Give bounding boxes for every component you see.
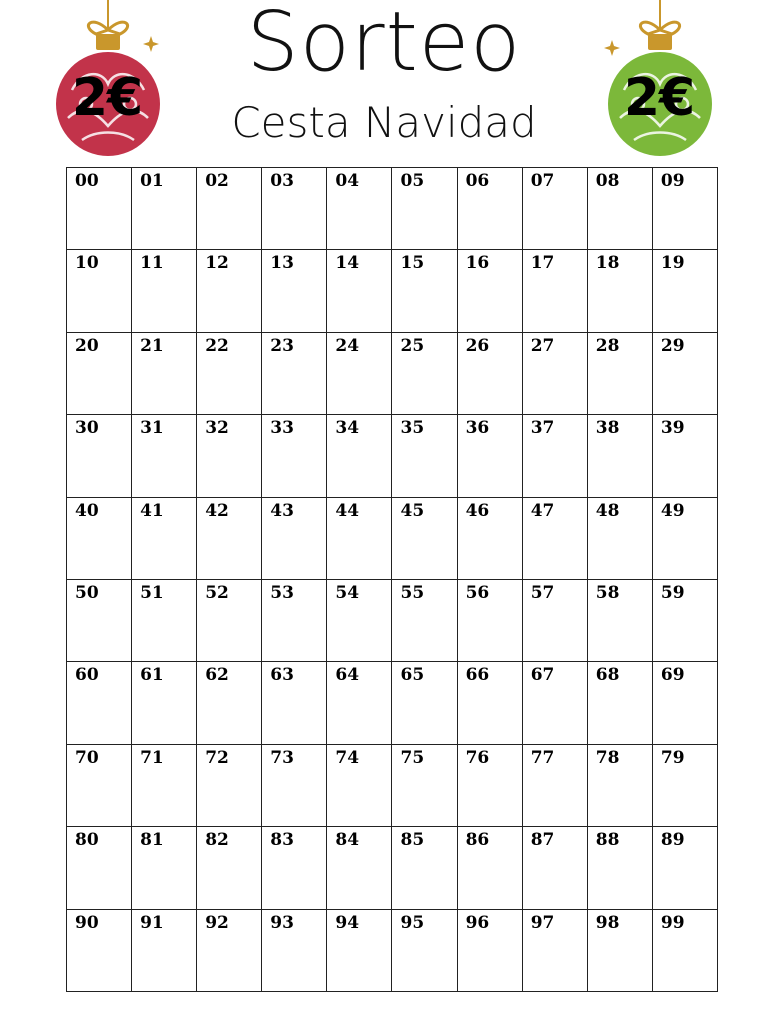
grid-cell-number: 30 <box>75 418 99 439</box>
grid-cell[interactable] <box>132 662 197 744</box>
grid-cell[interactable] <box>392 745 457 827</box>
grid-cell[interactable] <box>392 333 457 415</box>
grid-cell[interactable] <box>653 580 718 662</box>
grid-cell[interactable] <box>392 827 457 909</box>
grid-cell[interactable] <box>458 662 523 744</box>
grid-cell[interactable] <box>262 168 327 250</box>
grid-cell-number: 94 <box>335 912 360 933</box>
grid-cell-number: 50 <box>75 583 99 603</box>
grid-cell-number: 35 <box>400 418 425 439</box>
grid-cell-number: 13 <box>270 253 294 274</box>
grid-cell[interactable] <box>327 415 392 497</box>
grid-cell-number: 26 <box>465 335 490 356</box>
grid-cell-number: 60 <box>75 665 99 686</box>
grid-cell[interactable] <box>327 662 392 744</box>
grid-cell[interactable] <box>588 333 653 415</box>
grid-cell-number: 29 <box>660 335 685 356</box>
grid-cell-number: 41 <box>140 500 164 521</box>
grid-cell-number: 74 <box>335 747 360 768</box>
grid-cell-number: 21 <box>140 335 164 356</box>
grid-cell[interactable] <box>588 415 653 497</box>
grid-cell[interactable] <box>458 580 523 662</box>
grid-cell-number: 04 <box>335 171 360 191</box>
price-label: 2€ <box>623 68 695 128</box>
grid-cell[interactable] <box>67 662 132 744</box>
grid-cell-number: 23 <box>270 335 294 356</box>
grid-cell-number: 88 <box>595 830 620 851</box>
grid-cell-number: 80 <box>75 830 99 851</box>
grid-cell[interactable] <box>67 498 132 580</box>
grid-cell-number: 16 <box>465 253 490 274</box>
grid-cell[interactable] <box>132 580 197 662</box>
grid-cell[interactable] <box>653 168 718 250</box>
grid-cell-number: 46 <box>465 500 490 521</box>
grid-cell-number: 57 <box>530 583 555 603</box>
grid-cell-number: 42 <box>205 500 229 521</box>
grid-cell[interactable] <box>523 580 588 662</box>
grid-cell[interactable] <box>392 415 457 497</box>
grid-cell[interactable] <box>132 910 197 992</box>
grid-cell[interactable] <box>653 662 718 744</box>
grid-cell[interactable] <box>458 745 523 827</box>
grid-cell[interactable] <box>327 250 392 332</box>
grid-cell[interactable] <box>588 662 653 744</box>
grid-cell[interactable] <box>653 498 718 580</box>
grid-cell[interactable] <box>67 580 132 662</box>
grid-cell-number: 64 <box>335 665 360 686</box>
grid-cell[interactable] <box>653 415 718 497</box>
grid-cell[interactable] <box>458 910 523 992</box>
grid-cell-number: 56 <box>465 583 490 603</box>
grid-cell[interactable] <box>67 415 132 497</box>
grid-cell[interactable] <box>67 910 132 992</box>
grid-cell-number: 09 <box>660 171 685 191</box>
grid-cell-number: 06 <box>465 171 490 191</box>
grid-cell[interactable] <box>67 168 132 250</box>
grid-cell[interactable] <box>262 333 327 415</box>
grid-cell[interactable] <box>327 168 392 250</box>
grid-cell-number: 66 <box>465 665 490 686</box>
grid-cell-number: 87 <box>530 830 555 851</box>
grid-cell-number: 96 <box>465 912 490 933</box>
grid-cell[interactable] <box>67 250 132 332</box>
grid-cell-number: 82 <box>205 830 229 851</box>
grid-cell[interactable] <box>197 827 262 909</box>
grid-cell-number: 07 <box>530 171 555 191</box>
grid-cell[interactable] <box>588 498 653 580</box>
grid-cell[interactable] <box>197 580 262 662</box>
grid-cell[interactable] <box>327 745 392 827</box>
grid-cell[interactable] <box>197 333 262 415</box>
grid-cell[interactable] <box>458 250 523 332</box>
grid-cell-number: 93 <box>270 912 294 933</box>
grid-cell[interactable] <box>197 415 262 497</box>
grid-cell[interactable] <box>132 250 197 332</box>
grid-cell[interactable] <box>132 168 197 250</box>
grid-cell[interactable] <box>458 415 523 497</box>
grid-cell-number: 77 <box>530 747 555 768</box>
grid-cell-number: 43 <box>270 500 294 521</box>
grid-cell-number: 48 <box>595 500 620 521</box>
grid-cell-number: 97 <box>530 912 555 933</box>
grid-cell-number: 02 <box>205 171 229 191</box>
grid-cell-number: 12 <box>205 253 229 274</box>
price-label: 2€ <box>71 68 143 128</box>
grid-cell-number: 95 <box>400 912 425 933</box>
grid-cell[interactable] <box>653 745 718 827</box>
grid-cell[interactable] <box>197 250 262 332</box>
grid-cell-number: 84 <box>335 830 360 851</box>
grid-cell-number: 68 <box>595 665 620 686</box>
grid-cell-number: 55 <box>400 583 425 603</box>
grid-cell-number: 44 <box>335 500 360 521</box>
grid-cell-number: 10 <box>75 253 99 274</box>
grid-cell-number: 17 <box>530 253 555 274</box>
grid-cell[interactable] <box>392 250 457 332</box>
grid-cell[interactable] <box>523 745 588 827</box>
grid-cell[interactable] <box>132 827 197 909</box>
grid-cell[interactable] <box>132 415 197 497</box>
grid-cell-number: 32 <box>205 418 229 439</box>
page-title: Sorteo <box>246 0 522 90</box>
grid-cell-number: 18 <box>595 253 620 274</box>
grid-cell[interactable] <box>132 333 197 415</box>
grid-cell[interactable] <box>458 168 523 250</box>
grid-cell-number: 90 <box>75 912 99 933</box>
grid-cell-number: 19 <box>660 253 685 274</box>
grid-cell-number: 49 <box>660 500 685 521</box>
grid-cell-number: 28 <box>595 335 620 356</box>
grid-cell-number: 14 <box>335 253 360 274</box>
grid-cell[interactable] <box>523 827 588 909</box>
grid-cell[interactable] <box>523 250 588 332</box>
grid-cell-number: 01 <box>140 171 164 191</box>
grid-cell[interactable] <box>523 662 588 744</box>
grid-cell-number: 72 <box>205 747 229 768</box>
grid-cell[interactable] <box>653 827 718 909</box>
grid-cell-number: 79 <box>660 747 685 768</box>
grid-cell-number: 61 <box>140 665 164 686</box>
grid-cell-number: 91 <box>140 912 164 933</box>
grid-cell-number: 70 <box>75 747 99 768</box>
grid-cell[interactable] <box>588 168 653 250</box>
grid-cell[interactable] <box>523 910 588 992</box>
grid-cell-number: 52 <box>205 583 229 603</box>
grid-cell[interactable] <box>523 168 588 250</box>
grid-cell-number: 75 <box>400 747 425 768</box>
number-grid <box>66 167 718 992</box>
grid-cell[interactable] <box>262 415 327 497</box>
grid-cell[interactable] <box>653 333 718 415</box>
grid-cell[interactable] <box>588 745 653 827</box>
page-subtitle: Cesta Navidad <box>231 98 537 147</box>
grid-cell[interactable] <box>458 333 523 415</box>
grid-cell[interactable] <box>653 250 718 332</box>
grid-cell-number: 08 <box>595 171 620 191</box>
grid-cell-number: 34 <box>335 418 360 439</box>
grid-cell-number: 63 <box>270 665 294 686</box>
grid-cell-number: 98 <box>595 912 620 933</box>
grid-cell-number: 62 <box>205 665 229 686</box>
grid-cell-number: 45 <box>400 500 425 521</box>
grid-cell[interactable] <box>262 580 327 662</box>
grid-cell-number: 36 <box>465 418 490 439</box>
grid-cell-number: 59 <box>660 583 685 603</box>
grid-cell-number: 83 <box>270 830 294 851</box>
grid-cell-number: 33 <box>270 418 294 439</box>
grid-cell[interactable] <box>262 662 327 744</box>
grid-cell-number: 67 <box>530 665 555 686</box>
grid-cell[interactable] <box>392 498 457 580</box>
grid-cell-number: 58 <box>595 583 620 603</box>
grid-cell-number: 20 <box>75 335 99 356</box>
grid-cell[interactable] <box>262 498 327 580</box>
grid-cell[interactable] <box>327 580 392 662</box>
grid-cell[interactable] <box>67 745 132 827</box>
grid-cell-number: 22 <box>205 335 229 356</box>
grid-cell[interactable] <box>262 250 327 332</box>
grid-cell-number: 81 <box>140 830 164 851</box>
grid-cell-number: 38 <box>595 418 620 439</box>
grid-cell[interactable] <box>67 333 132 415</box>
grid-cell-number: 11 <box>140 253 164 274</box>
grid-cell[interactable] <box>197 745 262 827</box>
grid-cell[interactable] <box>327 910 392 992</box>
grid-cell-number: 00 <box>75 171 99 191</box>
grid-cell-number: 25 <box>400 335 425 356</box>
grid-cell[interactable] <box>588 580 653 662</box>
grid-cell-number: 86 <box>465 830 490 851</box>
grid-cell-number: 39 <box>660 418 685 439</box>
grid-cell[interactable] <box>523 333 588 415</box>
grid-cell-number: 92 <box>205 912 229 933</box>
grid-cell[interactable] <box>392 580 457 662</box>
grid-cell-number: 99 <box>660 912 685 933</box>
grid-cell-number: 40 <box>75 500 99 521</box>
grid-cell-number: 27 <box>530 335 555 356</box>
grid-cell[interactable] <box>197 168 262 250</box>
grid-cell[interactable] <box>262 827 327 909</box>
grid-cell-number: 78 <box>595 747 620 768</box>
grid-cell-number: 69 <box>660 665 685 686</box>
grid-cell[interactable] <box>458 498 523 580</box>
grid-cell-number: 47 <box>530 500 555 521</box>
grid-cell[interactable] <box>67 827 132 909</box>
grid-cell-number: 73 <box>270 747 294 768</box>
grid-cell[interactable] <box>132 745 197 827</box>
grid-cell[interactable] <box>197 910 262 992</box>
grid-cell[interactable] <box>132 498 197 580</box>
grid-cell[interactable] <box>392 662 457 744</box>
grid-cell[interactable] <box>327 827 392 909</box>
grid-cell[interactable] <box>262 745 327 827</box>
grid-cell-number: 51 <box>140 583 164 603</box>
grid-cell-number: 54 <box>335 583 360 603</box>
grid-cell[interactable] <box>588 910 653 992</box>
grid-cell-number: 24 <box>335 335 360 356</box>
grid-cell-number: 89 <box>660 830 685 851</box>
grid-cell-number: 05 <box>400 171 425 191</box>
grid-cell[interactable] <box>458 827 523 909</box>
grid-cell[interactable] <box>653 910 718 992</box>
grid-cell[interactable] <box>327 333 392 415</box>
grid-cell[interactable] <box>523 415 588 497</box>
grid-cell[interactable] <box>197 662 262 744</box>
grid-cell[interactable] <box>327 498 392 580</box>
grid-cell-number: 85 <box>400 830 425 851</box>
grid-cell[interactable] <box>588 827 653 909</box>
grid-cell-number: 76 <box>465 747 490 768</box>
grid-cell[interactable] <box>197 498 262 580</box>
grid-cell[interactable] <box>392 910 457 992</box>
grid-cell-number: 15 <box>400 253 425 274</box>
grid-cell-number: 71 <box>140 747 164 768</box>
grid-cell-number: 31 <box>140 418 164 439</box>
grid-cell-number: 03 <box>270 171 294 191</box>
grid-cell-number: 53 <box>270 583 294 603</box>
grid-cell-number: 65 <box>400 665 425 686</box>
grid-cell[interactable] <box>262 910 327 992</box>
grid-cell[interactable] <box>523 498 588 580</box>
grid-cell[interactable] <box>392 168 457 250</box>
grid-cell-number: 37 <box>530 418 555 439</box>
grid-cell[interactable] <box>588 250 653 332</box>
